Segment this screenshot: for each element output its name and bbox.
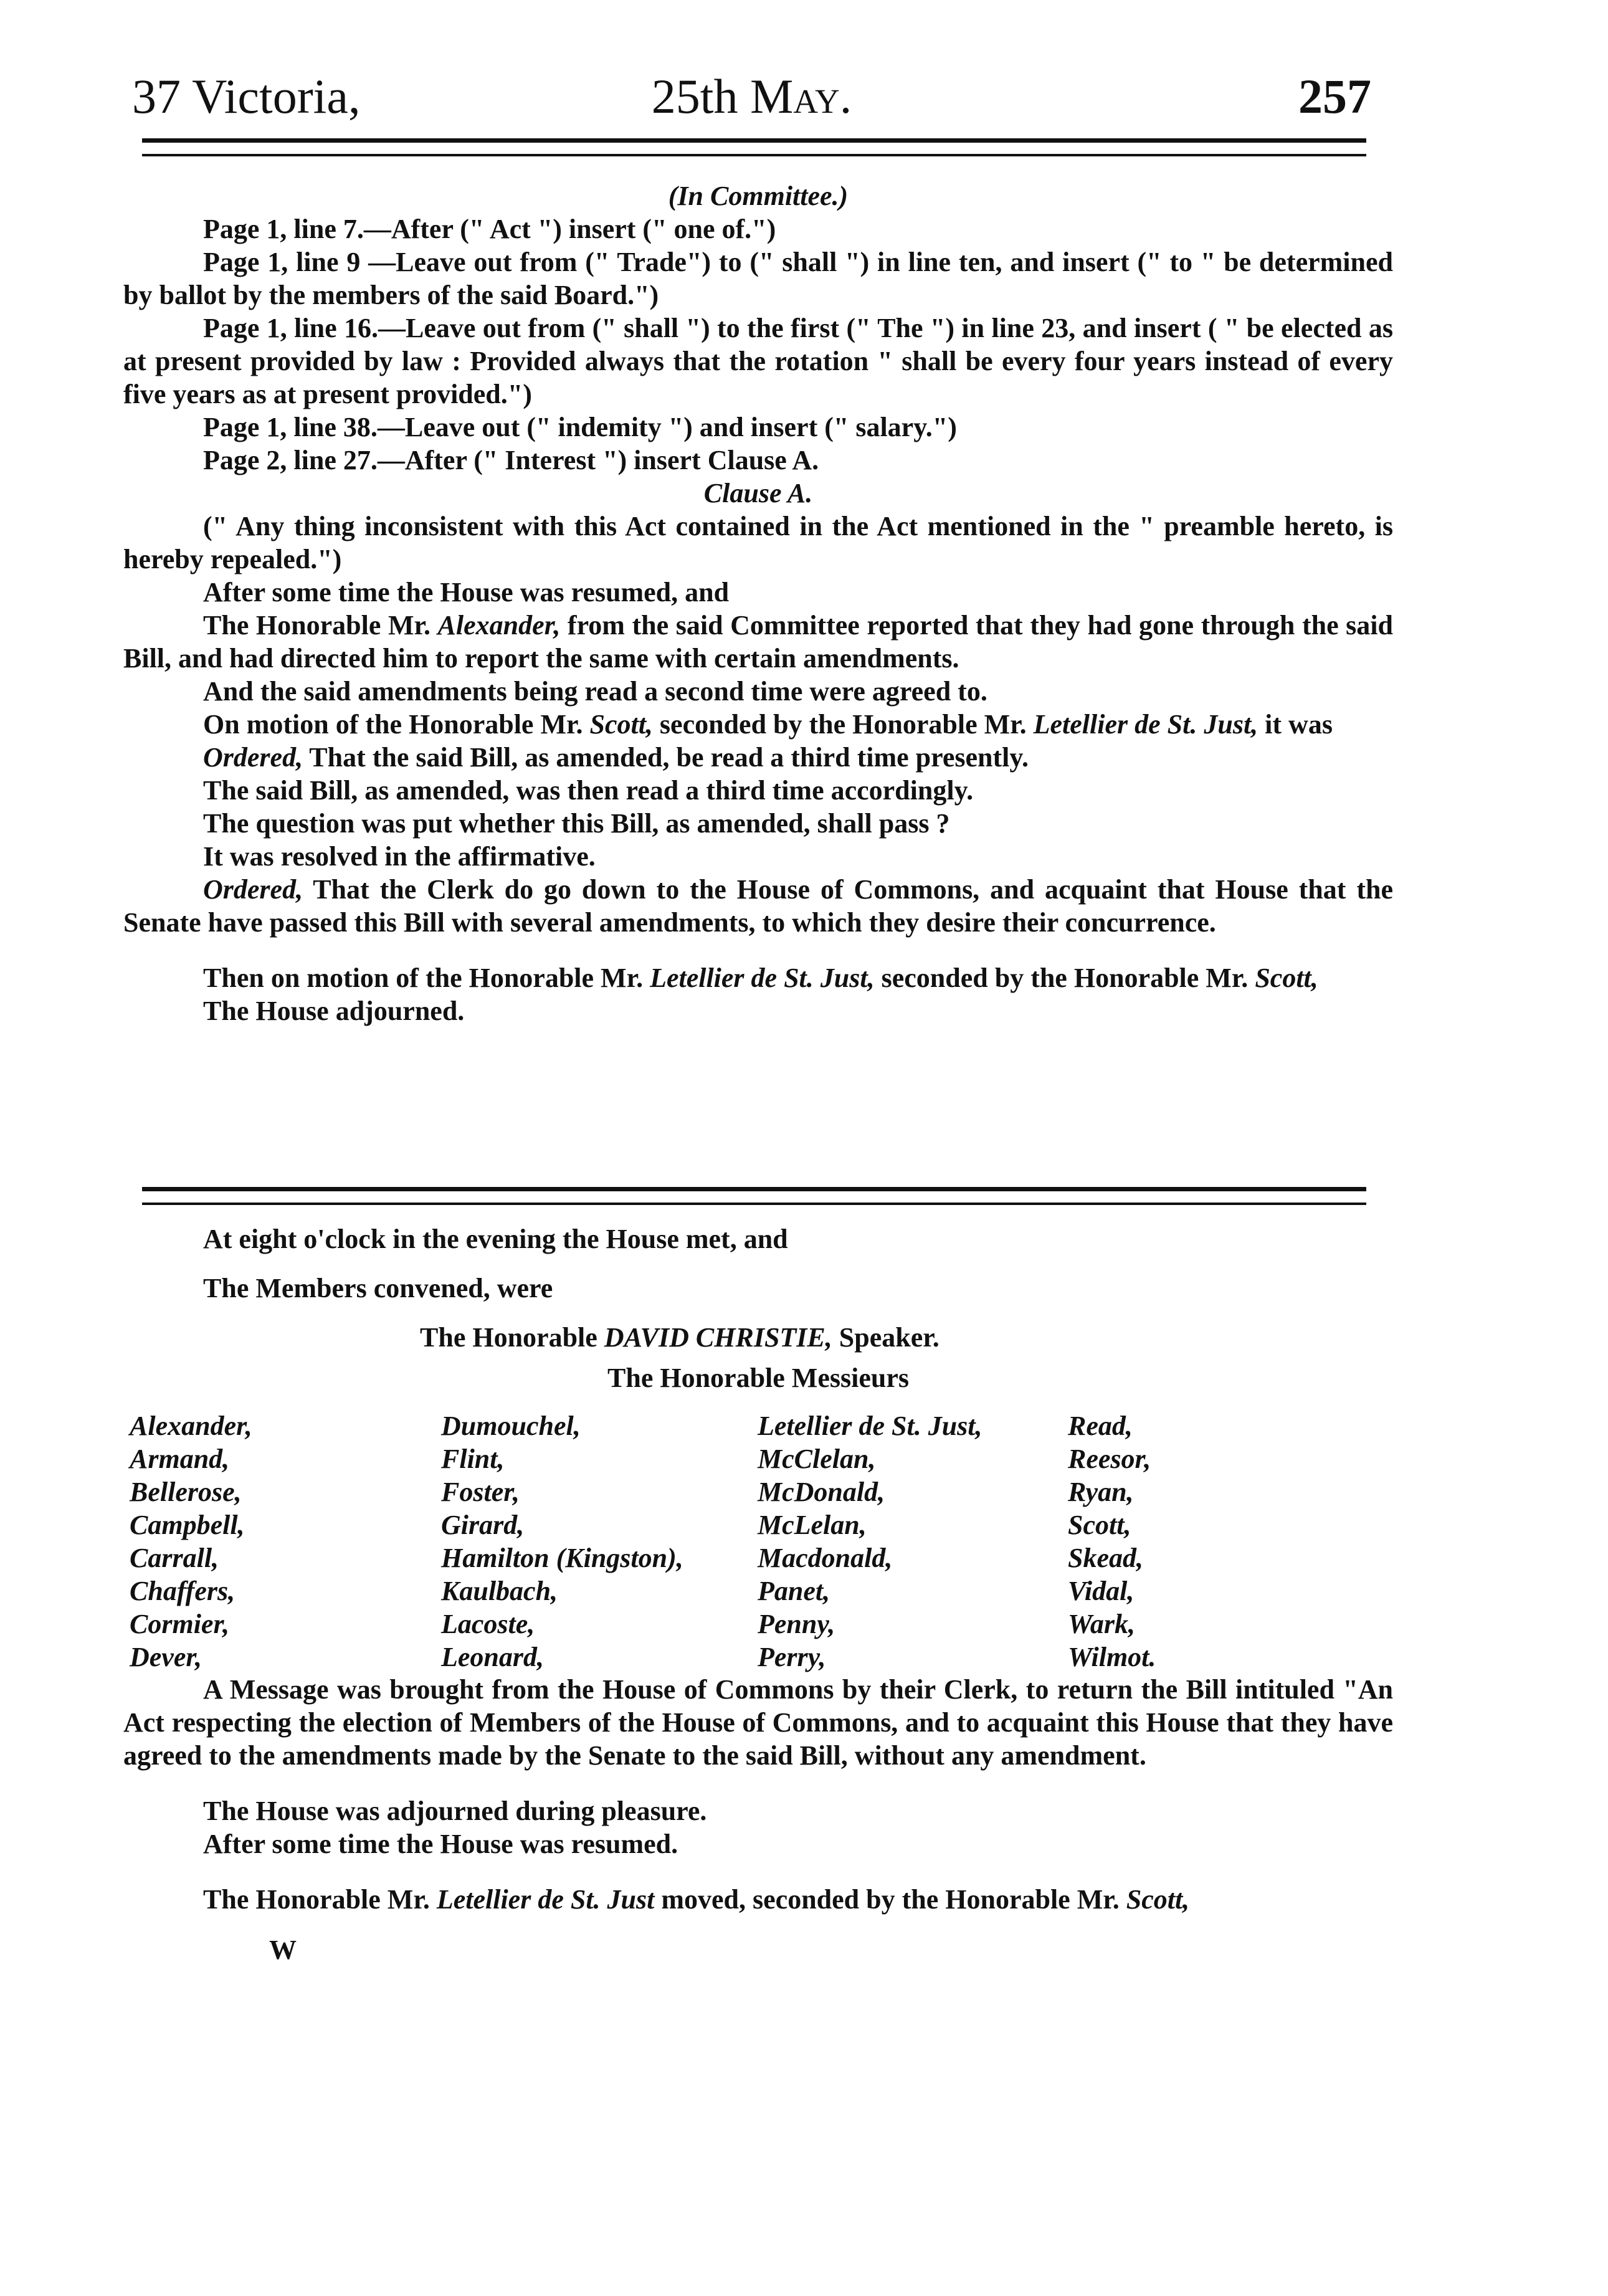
header-day: 25th xyxy=(651,69,738,123)
ordered-1-text: That the said Bill, as amended, be read a third time presently. xyxy=(303,742,1029,773)
member-name: Foster, xyxy=(441,1477,520,1507)
member-name: Leonard, xyxy=(441,1642,544,1672)
question-put: The question was put whether this Bill, as amended, shall pass ? xyxy=(203,808,950,839)
member-name: Scott, xyxy=(1068,1510,1131,1540)
clause-text: (" Any thing inconsistent with this Act contained in the Act mentioned in the " preamble hereto, is hereby repealed.") xyxy=(123,511,1393,574)
house-adjourned: The House adjourned. xyxy=(203,996,465,1026)
final-mover: Letellier de St. Just xyxy=(436,1884,655,1915)
final-seconder: Scott, xyxy=(1126,1884,1190,1915)
section-rule xyxy=(142,1187,1366,1205)
members-column-2 xyxy=(441,1409,683,1674)
adjourn-motion xyxy=(123,961,1393,994)
motion-third-reading xyxy=(123,708,1393,741)
member-name: Skead, xyxy=(1068,1543,1143,1573)
member-name: McClelan, xyxy=(758,1444,876,1474)
member-name: Panet, xyxy=(758,1576,830,1606)
ordered-2-text: That the Clerk do go down to the House of Commons, and acquaint that House that the Senate have passed this Bill with several amendments, to which they desire their concurrence. xyxy=(123,874,1393,938)
member-name: Macdonald, xyxy=(758,1543,893,1573)
speaker-pre: The Honorable xyxy=(420,1322,604,1353)
adjourn-mover: Letellier de St. Just, xyxy=(650,963,875,993)
member-name: Hamilton (Kingston), xyxy=(441,1543,683,1573)
member-name: Cormier, xyxy=(130,1609,230,1639)
page-number: 257 xyxy=(1298,69,1371,123)
message-section xyxy=(123,1673,1393,1966)
member-name: Wilmot. xyxy=(1068,1642,1156,1672)
motion-post: it was xyxy=(1258,709,1333,740)
adjourn-seconder: Scott, xyxy=(1255,963,1318,993)
amendments-agreed: And the said amendments being read a second time were agreed to. xyxy=(203,676,987,707)
member-name: Dever, xyxy=(130,1642,202,1672)
resolved-affirmative: It was resolved in the affirmative. xyxy=(203,841,596,872)
header-month: May. xyxy=(749,69,852,123)
ordered-word-2: Ordered, xyxy=(203,874,303,905)
adjourn-pre: Then on motion of the Honorable Mr. xyxy=(203,963,650,993)
ordered-clerk xyxy=(123,873,1393,939)
report-pre: The Honorable Mr. xyxy=(203,610,438,641)
evening-meeting: At eight o'clock in the evening the House met, and xyxy=(203,1224,788,1254)
member-name: McLelan, xyxy=(758,1510,867,1540)
member-name: Wark, xyxy=(1068,1609,1135,1639)
final-motion xyxy=(123,1883,1393,1916)
evening-section xyxy=(123,1222,1393,1394)
member-name: Letellier de St. Just, xyxy=(758,1411,982,1441)
member-name: Vidal, xyxy=(1068,1576,1135,1606)
third-reading-done: The said Bill, as amended, was then read a third time accordingly. xyxy=(203,775,974,806)
report-post: from the said Committee reported that they had gone through the said Bill, and had directed him to report the same with certain amendments. xyxy=(123,610,1393,674)
ordered-third-reading xyxy=(123,741,1393,774)
amendment-4: Page 1, line 38.—Leave out (" indemity ") and insert (" salary.") xyxy=(203,412,957,442)
amendment-5: Page 2, line 27.—After (" Interest ") insert Clause A. xyxy=(203,445,819,475)
amendment-1: Page 1, line 7.—After (" Act ") insert (" one of.") xyxy=(203,214,776,244)
motion-mover: Scott, xyxy=(589,709,653,740)
member-name: Armand, xyxy=(130,1444,230,1474)
header-regnal-year: 37 Victoria, xyxy=(132,69,361,123)
final-mid: moved, seconded by the Honorable Mr. xyxy=(654,1884,1126,1915)
members-column-1 xyxy=(130,1409,252,1674)
speaker-line xyxy=(123,1321,1393,1354)
adjourn-mid: seconded by the Honorable Mr. xyxy=(874,963,1255,993)
motion-pre: On motion of the Honorable Mr. xyxy=(203,709,590,740)
ordered-word: Ordered, xyxy=(203,742,303,773)
committee-section xyxy=(123,179,1393,1027)
final-pre: The Honorable Mr. xyxy=(203,1884,437,1915)
amendment-2: Page 1, line 9 —Leave out from (" Trade") to (" shall ") in line ten, and insert (" to " be determined by ballot by the members of the said Board.") xyxy=(123,247,1393,310)
member-name: Dumouchel, xyxy=(441,1411,581,1441)
committee-report xyxy=(123,609,1393,675)
member-name: Girard, xyxy=(441,1510,525,1540)
member-name: Kaulbach, xyxy=(441,1576,558,1606)
speaker-post: Speaker. xyxy=(832,1322,940,1353)
adjourned-pleasure: The House was adjourned during pleasure. xyxy=(203,1796,707,1826)
in-committee-heading: (In Committee.) xyxy=(668,181,849,211)
member-name: Carrall, xyxy=(130,1543,219,1573)
members-convened: The Members convened, were xyxy=(203,1273,553,1303)
members-column-3 xyxy=(758,1409,982,1674)
catchword: W xyxy=(269,1935,297,1965)
member-name: Penny, xyxy=(758,1609,835,1639)
motion-mid: seconded by the Honorable Mr. xyxy=(652,709,1034,740)
member-name: Flint, xyxy=(441,1444,505,1474)
running-head xyxy=(132,59,1371,134)
member-name: Perry, xyxy=(758,1642,826,1672)
header-rule xyxy=(142,138,1366,156)
house-resumed: After some time the House was resumed, and xyxy=(203,577,730,607)
member-name: Campbell, xyxy=(130,1510,245,1540)
commons-message: A Message was brought from the House of Commons by their Clerk, to return the Bill intituled "An Act respecting the election of Members of the House of Commons, and to acquaint this House that they have agreed to the amendments made by the Senate to the said Bill, without any amendment. xyxy=(123,1674,1393,1771)
members-column-4 xyxy=(1068,1409,1156,1674)
clause-heading: Clause A. xyxy=(703,478,813,508)
amendment-3: Page 1, line 16.—Leave out from (" shall ") to the first (" The ") in line 23, and insert ( " be elected as at present provided by law : Provided always that the rotation " shall be every four years instead of every five years as at present provided.") xyxy=(123,313,1393,409)
member-name: McDonald, xyxy=(758,1477,885,1507)
header-date xyxy=(132,59,1371,134)
member-name: Bellerose, xyxy=(130,1477,242,1507)
member-name: Lacoste, xyxy=(441,1609,535,1639)
member-name: Ryan, xyxy=(1068,1477,1134,1507)
messieurs-heading: The Honorable Messieurs xyxy=(607,1363,909,1393)
member-name: Chaffers, xyxy=(130,1576,235,1606)
motion-seconder: Letellier de St. Just, xyxy=(1033,709,1258,740)
member-name: Read, xyxy=(1068,1411,1133,1441)
member-name: Reesor, xyxy=(1068,1444,1151,1474)
report-name: Alexander, xyxy=(437,610,561,641)
member-name: Alexander, xyxy=(130,1411,252,1441)
house-resumed-2: After some time the House was resumed. xyxy=(203,1829,678,1859)
speaker-name: DAVID CHRISTIE, xyxy=(604,1322,832,1353)
